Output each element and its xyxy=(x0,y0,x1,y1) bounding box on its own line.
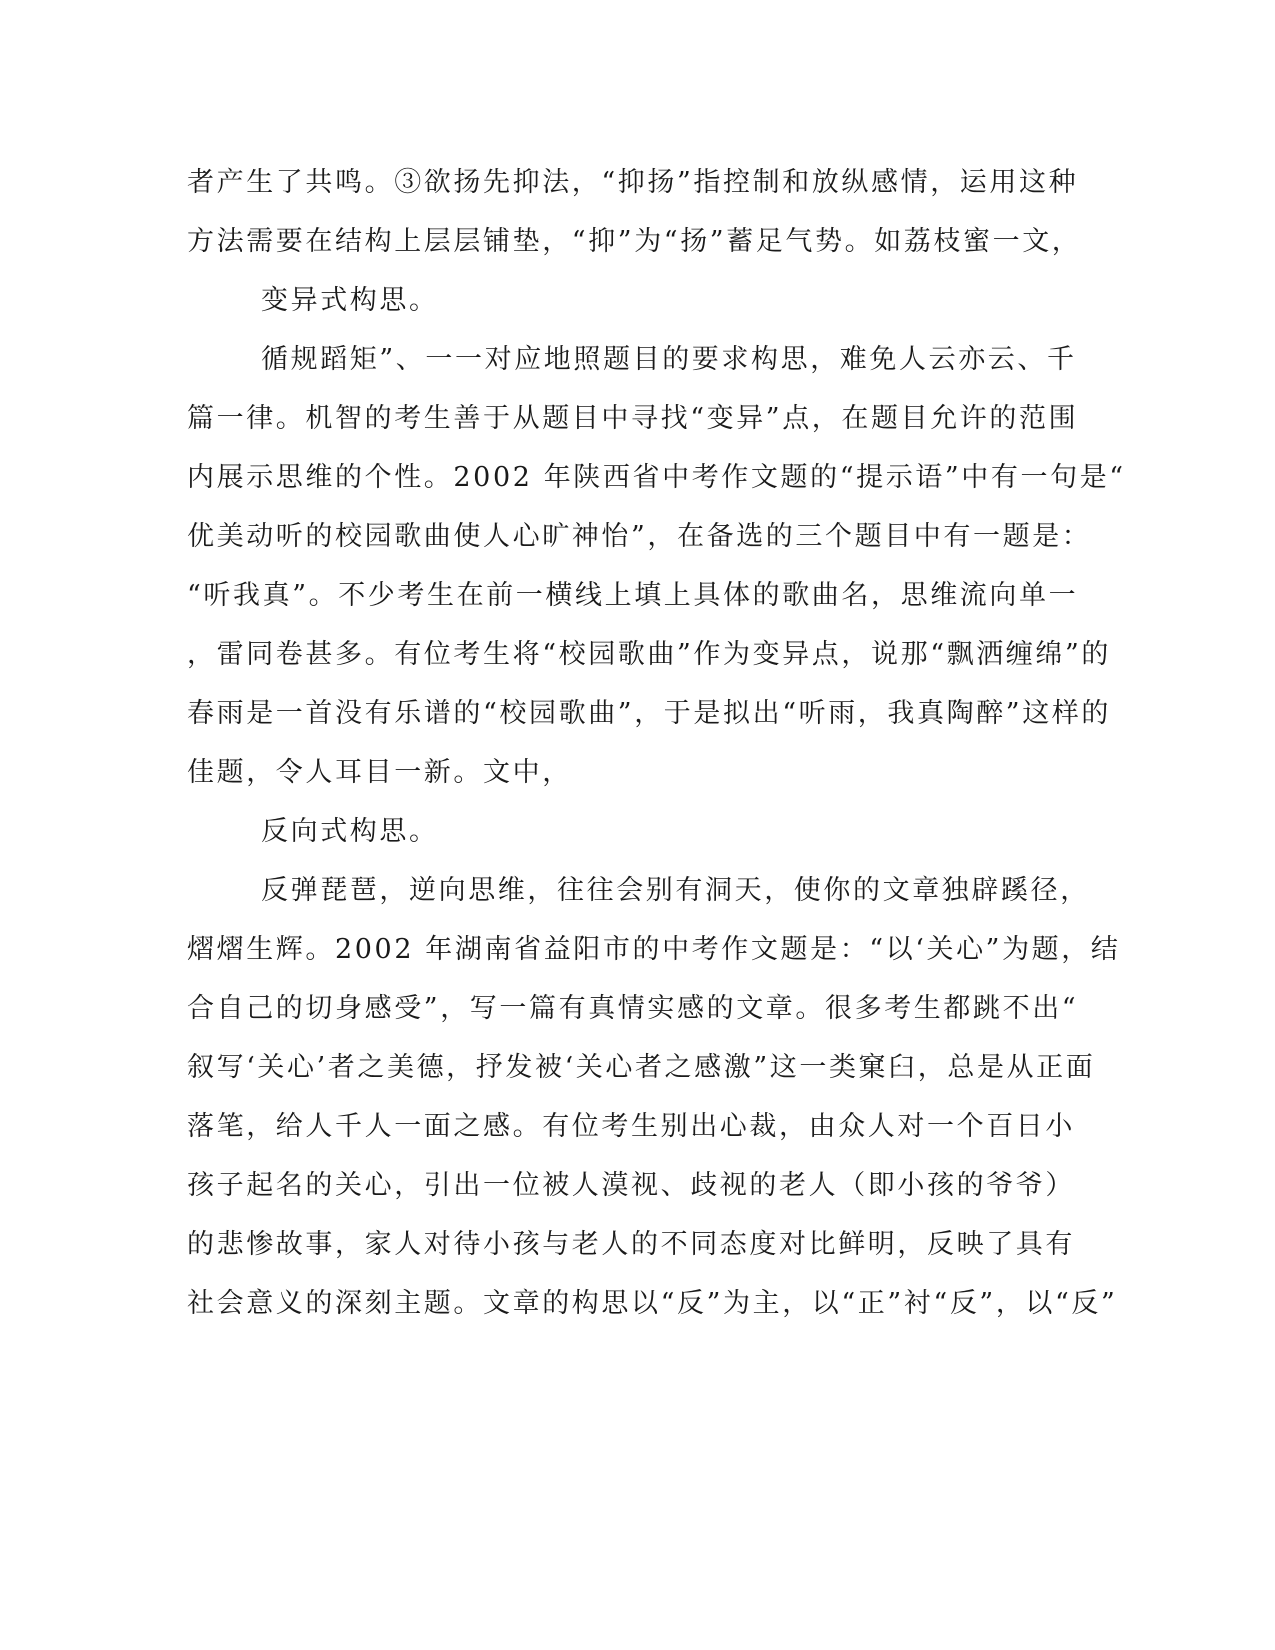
text-line: 社会意义的深刻主题。文章的构思以“反”为主，以“正”衬“反”，以“反” xyxy=(187,1288,1118,1319)
section-heading: 反向式构思。 xyxy=(261,816,439,847)
text-line: 方法需要在结构上层层铺垫，“抑”为“扬”蓄足气势。如荔枝蜜一文， xyxy=(187,226,1082,257)
text-line: 叙写‘关心’者之美德，抒发被‘关心者之感激”这一类窠臼，总是从正面 xyxy=(187,1052,1096,1083)
text-line: 熠熠生辉。2002 年湖南省益阳市的中考作文题是：“以‘关心”为题，结 xyxy=(187,934,1121,965)
text-line: 内展示思维的个性。2002 年陕西省中考作文题的“提示语”中有一句是“ xyxy=(187,462,1126,493)
text-line: 佳题，令人耳目一新。文中， xyxy=(187,757,572,788)
text-line: 的悲惨故事，家人对待小孩与老人的不同态度对比鲜明，反映了具有 xyxy=(187,1229,1075,1260)
text-line: 循规蹈矩”、一一对应地照题目的要求构思，难免人云亦云、千 xyxy=(261,344,1077,375)
text-line: 反弹琵琶，逆向思维，往往会别有洞天，使你的文章独辟蹊径， xyxy=(261,875,1090,906)
text-line: ，雷同卷甚多。有位考生将“校园歌曲”作为变异点，说那“飘洒缠绵”的 xyxy=(187,639,1112,670)
text-line: 篇一律。机智的考生善于从题目中寻找“变异”点，在题目允许的范围 xyxy=(187,403,1079,434)
text-line: “听我真”。不少考生在前一横线上填上具体的歌曲名，思维流向单一 xyxy=(187,580,1079,611)
text-line: 优美动听的校园歌曲使人心旷神怡”，在备选的三个题目中有一题是： xyxy=(187,521,1092,552)
text-line: 者产生了共鸣。③欲扬先抑法，“抑扬”指控制和放纵感情，运用这种 xyxy=(187,167,1079,198)
text-line: 孩子起名的关心，引出一位被人漠视、歧视的老人（即小孩的爷爷） xyxy=(187,1170,1075,1201)
text-line: 落笔，给人千人一面之感。有位考生别出心裁，由众人对一个百日小 xyxy=(187,1111,1075,1142)
text-line: 合自己的切身感受”，写一篇有真情实感的文章。很多考生都跳不出“ xyxy=(187,993,1079,1024)
text-line: 春雨是一首没有乐谱的“校园歌曲”，于是拟出“听雨，我真陶醉”这样的 xyxy=(187,698,1112,729)
section-heading: 变异式构思。 xyxy=(261,285,439,316)
